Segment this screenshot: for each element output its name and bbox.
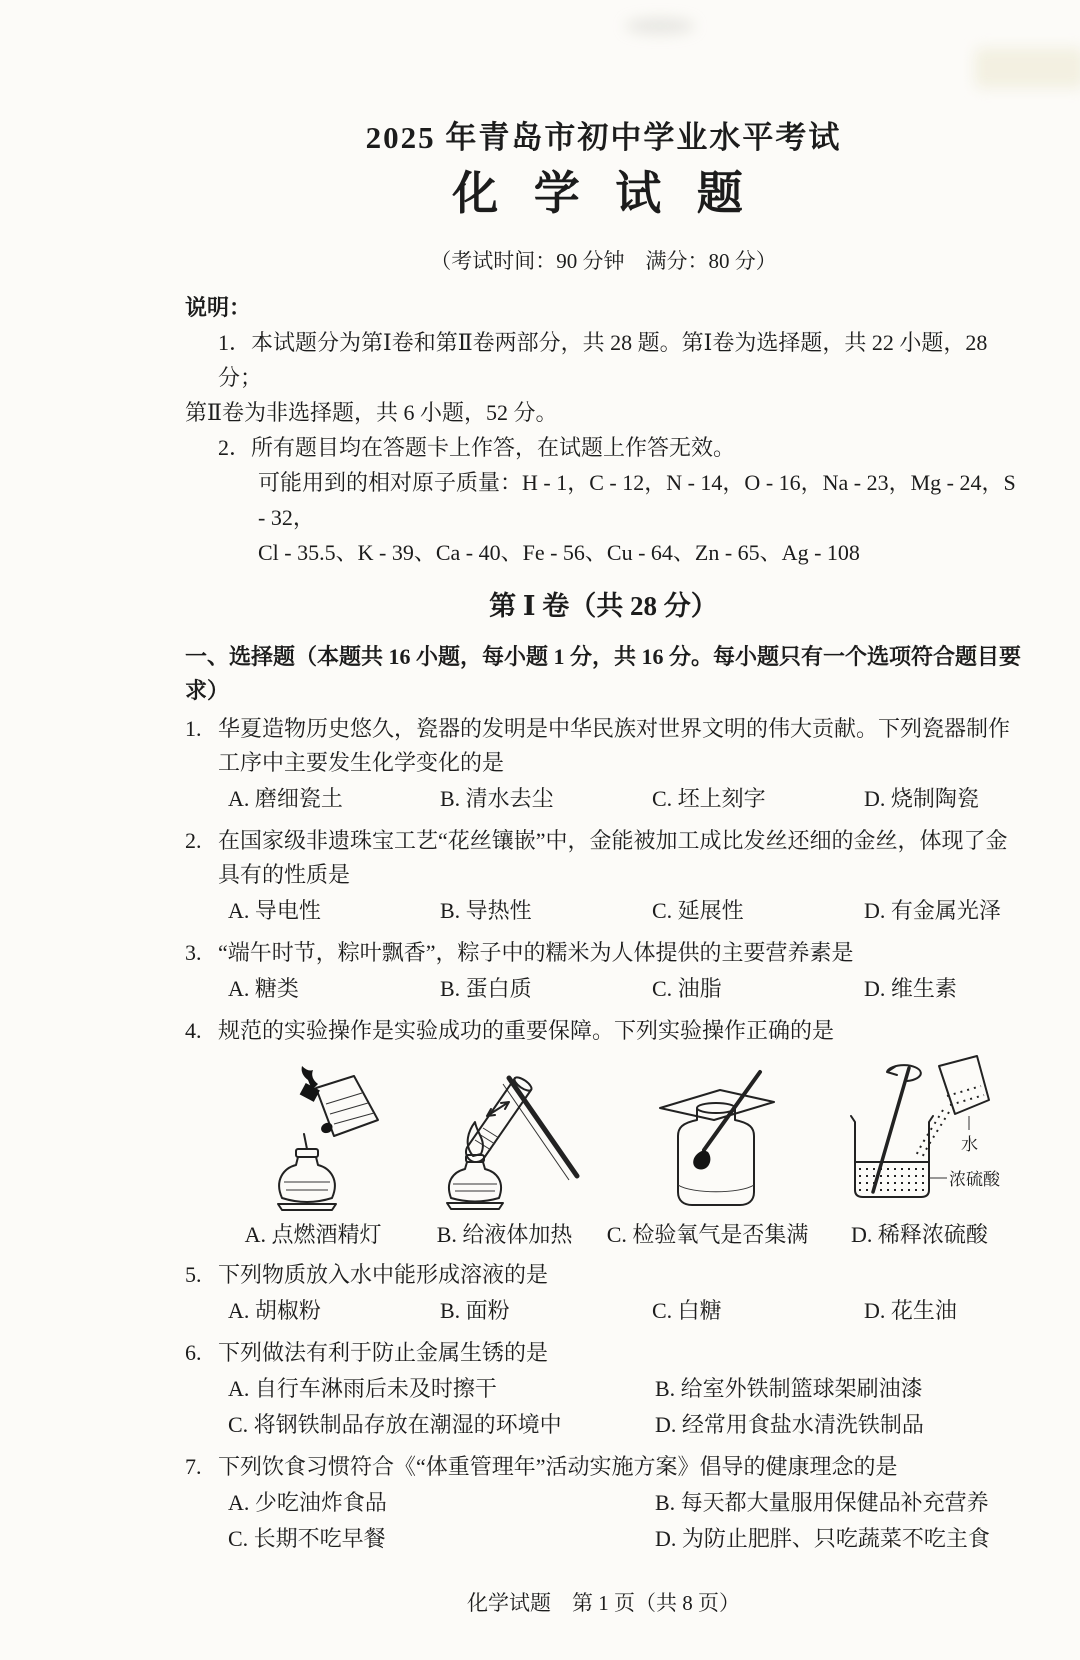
figure-check-oxygen-full (598, 1064, 817, 1252)
concentrated-acid-label: 浓硫酸 (949, 1170, 1000, 1189)
question-text: 规范的实验操作是实验成功的重要保障。下列实验操作正确的是 (218, 1018, 835, 1043)
figure-dilute-acid (817, 1054, 1022, 1252)
acid-dilution-icon (817, 1054, 1022, 1214)
question-number: 6. (185, 1340, 202, 1365)
option-c: C. 坯上刻字 (652, 786, 766, 811)
question-2-options (185, 894, 1022, 928)
option-b: B. 导热性 (440, 898, 532, 923)
option-b: B. 蛋白质 (440, 976, 532, 1001)
question-text: 下列物质放入水中能形成溶液的是 (218, 1262, 549, 1287)
question-text: 下列做法有利于防止金属生锈的是 (218, 1340, 549, 1365)
question-1-stem (185, 712, 1022, 780)
option-b: B. 面粉 (440, 1298, 510, 1323)
question-1-options (185, 782, 1022, 816)
question-2 (185, 824, 1022, 928)
note-1-line-1: 1．本试题分为第Ⅰ卷和第Ⅱ卷两部分，共 28 题。第Ⅰ卷为选择题，共 22 小题，28 分； (218, 330, 988, 390)
question-text: 在国家级非遗珠宝工艺“花丝镶嵌”中，金能被加工成比发丝还细的金丝，体现了金具有的性质是 (218, 828, 1008, 887)
atomic-mass-line-1: 可能用到的相对原子质量：H - 1，C - 12，N - 14，O - 16，Na - 23，Mg - 24，S - 32， (258, 470, 1016, 530)
question-number: 1. (185, 716, 202, 741)
figure-c-caption: C. 检验氧气是否集满 (606, 1222, 809, 1247)
scan-artifact (975, 48, 1080, 88)
question-5-options (185, 1294, 1022, 1328)
option-a: A. 导电性 (228, 898, 321, 923)
question-number: 5. (185, 1262, 202, 1287)
atomic-mass-line-2: Cl - 35.5、K - 39、Ca - 40、Fe - 56、Cu - 64、Zn - 65、Ag - 108 (258, 540, 860, 565)
section-1-intro: 一、选择题（本题共 16 小题，每小题 1 分，共 16 分。每小题只有一个选项符合题目要求） (185, 644, 1022, 703)
water-label: 水 (961, 1135, 978, 1154)
figure-b-caption: B. 给液体加热 (436, 1222, 573, 1247)
option-b: B. 给室外铁制篮球架刷油漆 (655, 1376, 923, 1401)
option-b: B. 每天都大量服用保健品补充营养 (655, 1490, 989, 1515)
question-1 (185, 712, 1022, 816)
question-6 (185, 1336, 1022, 1442)
scan-artifact (625, 18, 695, 34)
option-d: D. 维生素 (864, 976, 957, 1001)
gas-bottle-splint-icon (630, 1064, 785, 1214)
question-7-options (185, 1486, 1022, 1556)
question-text: “端午时节，粽叶飘香”，粽子中的糯米为人体提供的主要营养素是 (218, 940, 854, 965)
figure-a-caption: A. 点燃酒精灯 (244, 1222, 382, 1247)
note-2: 2．所有题目均在答题卡上作答，在试题上作答无效。 (218, 435, 736, 460)
figure-heat-liquid (411, 1064, 598, 1252)
question-4 (185, 1014, 1022, 1254)
question-number: 7. (185, 1454, 202, 1479)
subject-title: 化 学 试 题 (452, 168, 755, 219)
option-c: C. 长期不吃早餐 (228, 1526, 386, 1551)
option-c: C. 延展性 (652, 898, 744, 923)
option-c: C. 白糖 (652, 1298, 722, 1323)
exam-header (185, 118, 1022, 278)
option-a: A. 糖类 (228, 976, 299, 1001)
figure-light-alcohol-lamp (215, 1066, 411, 1252)
question-6-stem (185, 1336, 1022, 1370)
question-text: 下列饮食习惯符合《“体重管理年”活动实施方案》倡导的健康理念的是 (218, 1454, 898, 1479)
question-5-stem (185, 1258, 1022, 1292)
question-3-stem (185, 936, 1022, 970)
question-4-figures (185, 1048, 1022, 1254)
test-tube-heating-icon (417, 1064, 592, 1214)
question-6-options (185, 1372, 1022, 1442)
option-a: A. 自行车淋雨后未及时擦干 (228, 1376, 497, 1401)
notes-label: 说明： (185, 295, 252, 320)
option-a: A. 少吃油炸食品 (228, 1490, 387, 1515)
question-5 (185, 1258, 1022, 1328)
question-2-stem (185, 824, 1022, 892)
question-7-stem (185, 1450, 1022, 1484)
exam-title: 2025 年青岛市初中学业水平考试 (365, 120, 842, 155)
section-1-title: 第 Ⅰ 卷（共 28 分） (489, 591, 718, 621)
option-c: C. 油脂 (652, 976, 722, 1001)
figure-d-caption: D. 稀释浓硫酸 (851, 1222, 988, 1247)
option-d: D. 花生油 (864, 1298, 957, 1323)
option-a: A. 磨细瓷土 (228, 786, 343, 811)
question-number: 3. (185, 940, 202, 965)
question-3 (185, 936, 1022, 1006)
page-footer: 化学试题 第 1 页（共 8 页） (467, 1591, 740, 1615)
note-1-line-2: 第Ⅱ卷为非选择题，共 6 小题，52 分。 (185, 400, 558, 425)
question-7 (185, 1450, 1022, 1556)
question-number: 4. (185, 1018, 202, 1043)
question-4-stem (185, 1014, 1022, 1048)
option-d: D. 烧制陶瓷 (864, 786, 979, 811)
exam-meta: （考试时间：90 分钟 满分：80 分） (430, 249, 777, 273)
question-text: 华夏造物历史悠久，瓷器的发明是中华民族对世界文明的伟大贡献。下列瓷器制作工序中主要发生化学变化的是 (218, 716, 1011, 775)
option-d: D. 为防止肥胖、只吃蔬菜不吃主食 (655, 1526, 990, 1551)
option-d: D. 有金属光泽 (864, 898, 1001, 923)
alcohol-lamp-lighting-icon (238, 1066, 388, 1214)
option-a: A. 胡椒粉 (228, 1298, 321, 1323)
option-d: D. 经常用食盐水清洗铁制品 (655, 1412, 924, 1437)
question-3-options (185, 972, 1022, 1006)
option-b: B. 清水去尘 (440, 786, 554, 811)
instructions-section (185, 290, 1022, 570)
question-number: 2. (185, 828, 202, 853)
option-c: C. 将钢铁制品存放在潮湿的环境中 (228, 1412, 562, 1437)
